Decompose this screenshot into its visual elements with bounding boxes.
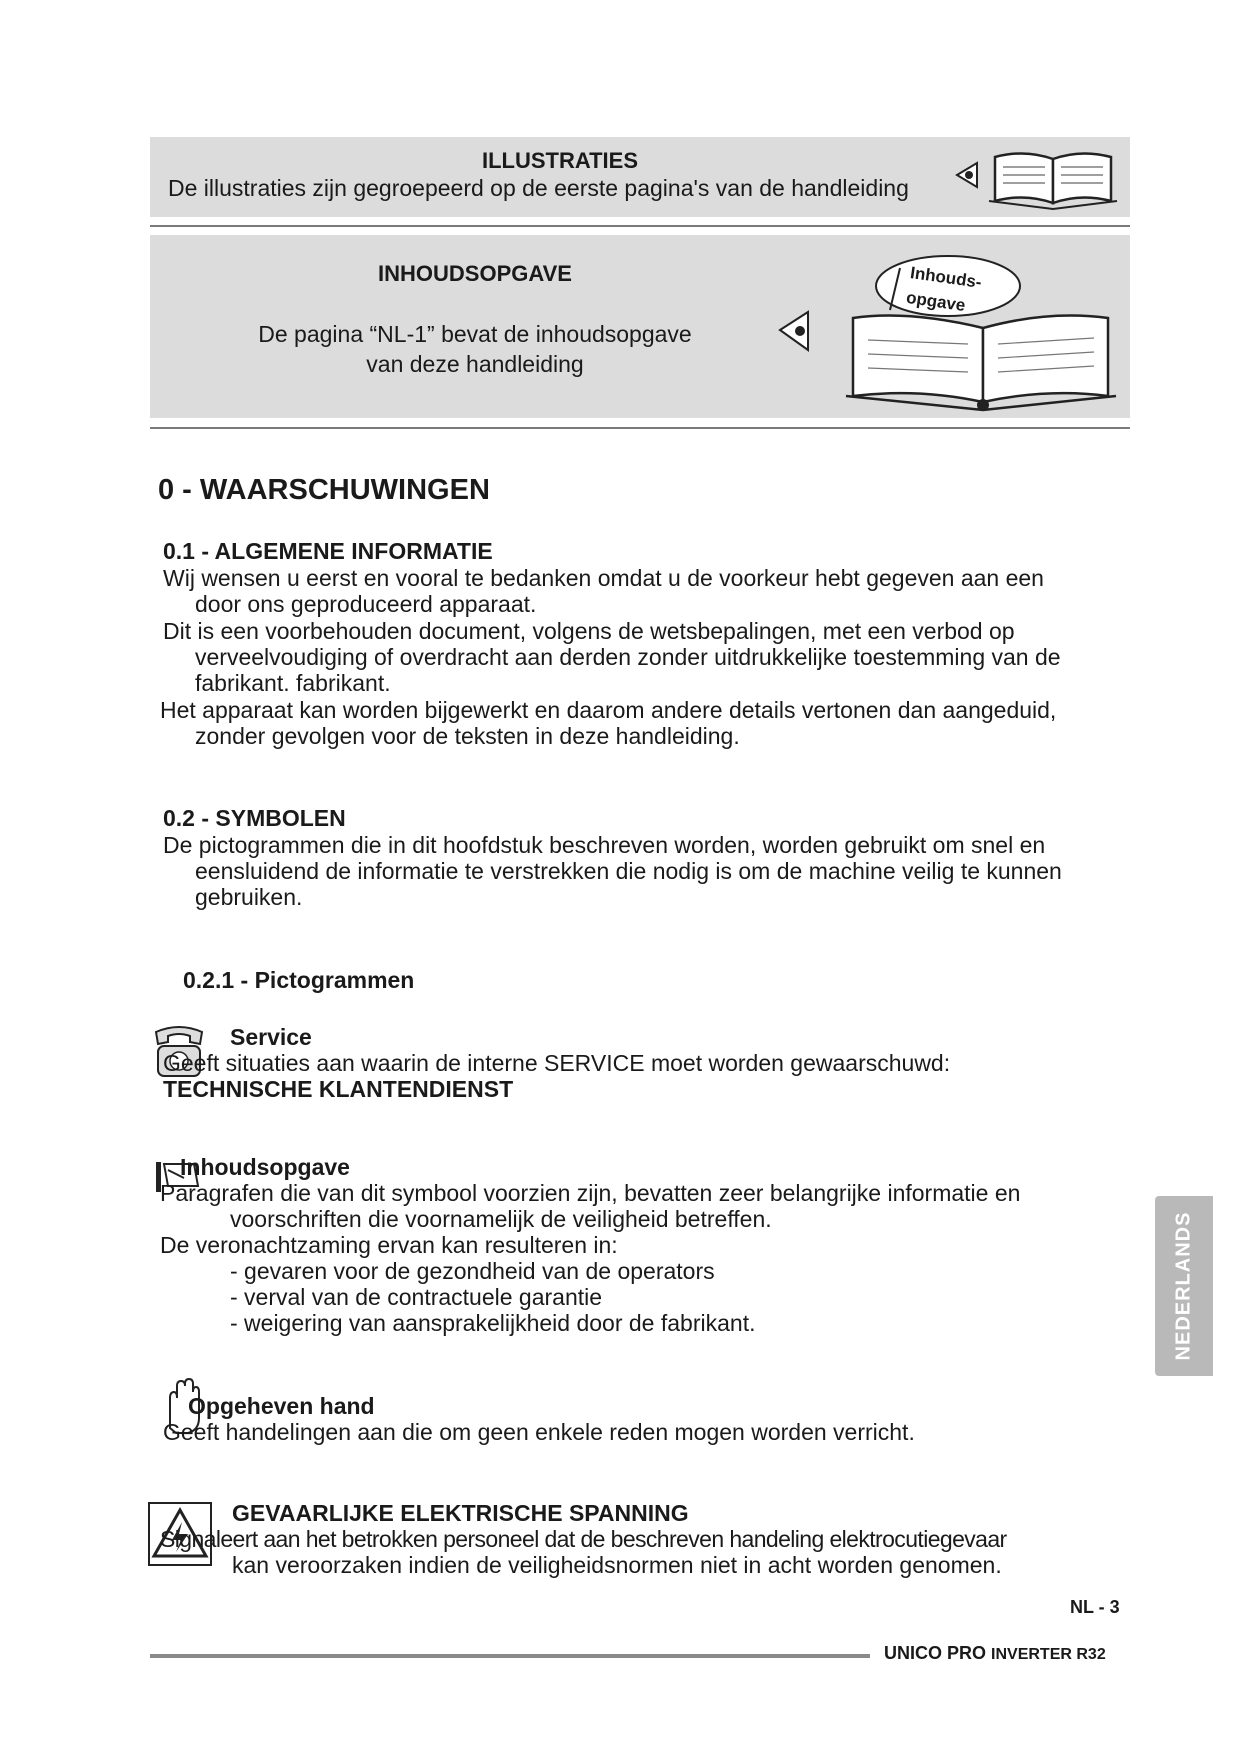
bullet-item: - weigering van aansprakelijkheid door de fabrikant. — [230, 1310, 756, 1336]
section-heading: 0.2 - SYMBOLEN — [163, 805, 346, 831]
inhoud-line: De veronachtzaming ervan kan resulteren in: — [160, 1232, 618, 1258]
page-number: NL - 3 — [1070, 1597, 1120, 1617]
footer-rule — [150, 1654, 870, 1658]
toc-line1: De pagina “NL-1” bevat de inhoudsopgave — [258, 321, 692, 347]
paragraph-line: zonder gevolgen voor de teksten in deze handleiding. — [195, 723, 740, 749]
bullet-item: - gevaren voor de gezondheid van de operators — [230, 1258, 715, 1284]
paragraph-line: verveelvoudiging of overdracht aan derden zonder uitdrukkelijke toestemming van de — [195, 644, 1061, 670]
toc-badge-line1: Inhouds- — [909, 263, 983, 292]
inhoud-line: voorschriften die voornamelijk de veiligheid betreffen. — [230, 1206, 772, 1232]
language-tab: NEDERLANDS — [1155, 1196, 1213, 1376]
hand-title: Opgeheven hand — [188, 1393, 375, 1419]
service-line: Geeft situaties aan waarin de interne SERVICE moet worden gewaarschuwd: — [163, 1050, 951, 1076]
illustrations-text: De illustraties zijn gegroepeerd op de eerste pagina's van de handleiding — [168, 175, 909, 201]
subsection-heading: 0.2.1 - Pictogrammen — [183, 967, 415, 993]
divider — [150, 427, 1130, 429]
book-eye-icon — [955, 143, 1125, 213]
paragraph-line: Het apparaat kan worden bijgewerkt en daarom andere details vertonen dan aangeduid, — [160, 697, 1057, 723]
toc-title: INHOUDSOPGAVE — [378, 261, 572, 286]
paragraph-line: door ons geproduceerd apparaat. — [195, 591, 537, 617]
paragraph-line: Wij wensen u eerst en vooral te bedanken omdat u de voorkeur hebt gegeven aan een — [163, 565, 1044, 591]
footer-product-name: UNICO PRO — [884, 1643, 987, 1663]
paragraph-line: De pictogrammen die in dit hoofdstuk beschreven worden, worden gebruikt om snel en — [163, 832, 1046, 858]
footer-product-model: INVERTER R32 — [991, 1646, 1106, 1663]
toc-line2: van deze handleiding — [366, 351, 584, 377]
electric-line: kan veroorzaken indien de veiligheidsnormen niet in acht worden genomen. — [232, 1552, 1002, 1578]
divider — [150, 225, 1130, 227]
bullet-item: - verval van de contractuele garantie — [230, 1284, 603, 1310]
paragraph-line: eensluidend de informatie te verstrekken die nodig is om de machine veilig te kunnen — [195, 858, 1062, 884]
footer-product — [884, 1643, 1106, 1664]
service-title: Service — [230, 1024, 312, 1050]
toc-badge-line2: opgave — [905, 287, 967, 316]
hand-line: Geeft handelingen aan die om geen enkele reden mogen worden verricht. — [163, 1419, 915, 1445]
paragraph-line: Dit is een voorbehouden document, volgens de wetsbepalingen, met een verbod op — [163, 618, 1015, 644]
service-line: TECHNISCHE KLANTENDIENST — [163, 1076, 514, 1102]
inhoud-title: Inhoudsopgave — [180, 1154, 350, 1180]
electric-line: Signaleert aan het betrokken personeel dat de beschreven handeling elektrocutiegevaar — [160, 1526, 1007, 1552]
electric-title: GEVAARLIJKE ELEKTRISCHE SPANNING — [232, 1500, 689, 1526]
inhoud-line: Paragrafen die van dit symbool voorzien zijn, bevatten zeer belangrijke informatie en — [160, 1180, 1021, 1206]
section-heading: 0.1 - ALGEMENE INFORMATIE — [163, 538, 493, 564]
illustrations-title: ILLUSTRATIES — [481, 148, 639, 173]
paragraph-line: fabrikant. fabrikant. — [195, 670, 391, 696]
paragraph-line: gebruiken. — [195, 884, 303, 910]
section-title: 0 - WAARSCHUWINGEN — [158, 474, 490, 506]
